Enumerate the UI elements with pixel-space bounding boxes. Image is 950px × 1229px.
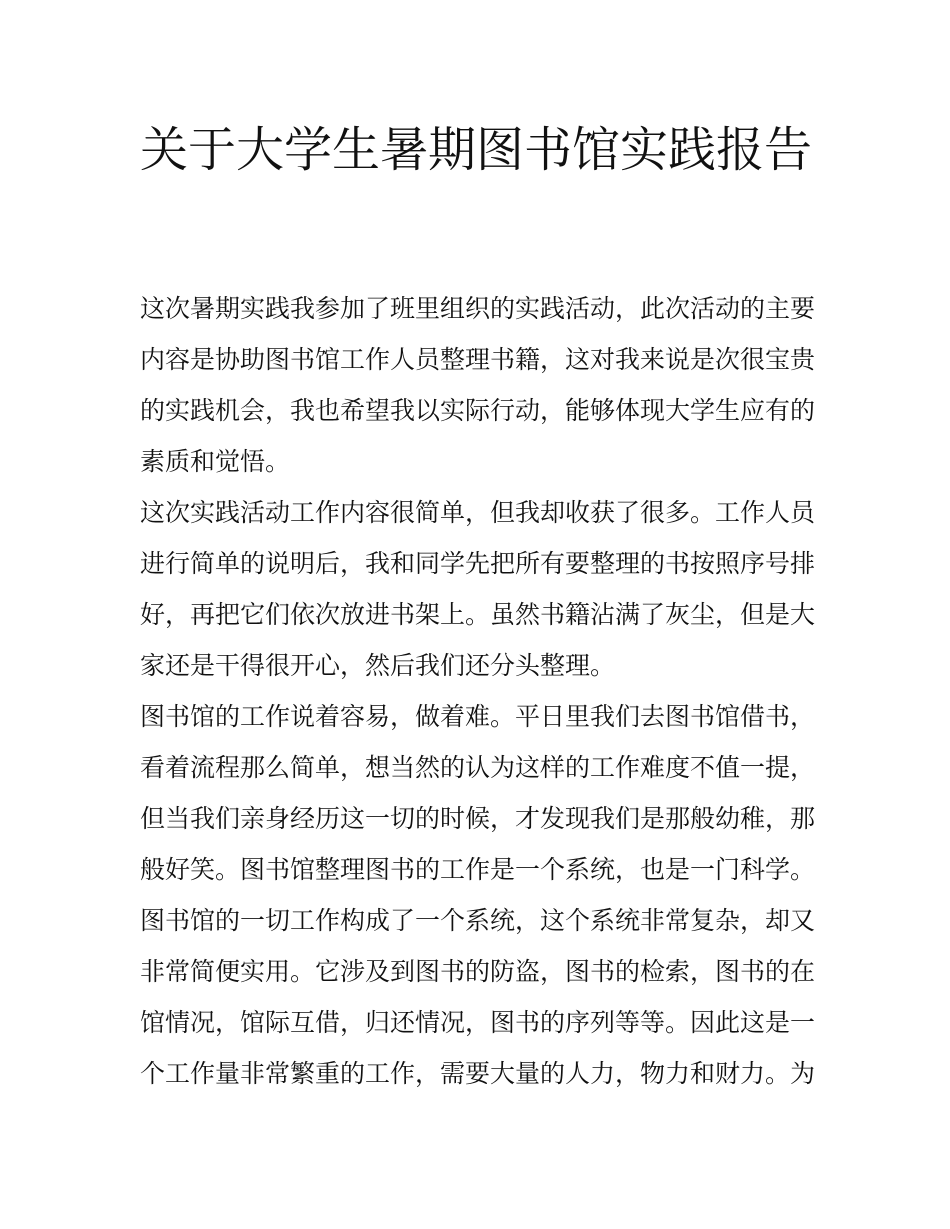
document-body bbox=[140, 283, 815, 1099]
paragraph-3: 图书馆的工作说着容易，做着难。平日里我们去图书馆借书，看着流程那么简单，想当然的认为这样的工作难度不值一提，但当我们亲身经历这一切的时候，才发现我们是那般幼稚，那般好笑。图书馆整理图书的工作是一个系统，也是一门科学。图书馆的一切工作构成了一个系统，这个系统非常复杂，却又非常简便实用。它涉及到图书的防盗，图书的检索，图书的在馆情况，馆际互借，归还情况，图书的序列等等。因此这是一个工作量非常繁重的工作，需要大量的人力，物力和财力。为 bbox=[140, 702, 816, 1088]
paragraph-1: 这次暑期实践我参加了班里组织的实践活动，此次活动的主要内容是协助图书馆工作人员整理书籍，这对我来说是次很宝贵的实践机会，我也希望我以实际行动，能够体现大学生应有的素质和觉悟。 bbox=[140, 294, 816, 476]
document-title: 关于大学生暑期图书馆实践报告 bbox=[140, 122, 813, 178]
paragraph-2: 这次实践活动工作内容很简单，但我却收获了很多。工作人员进行简单的说明后，我和同学先把所有要整理的书按照序号排好，再把它们依次放进书架上。虽然书籍沾满了灰尘，但是大家还是干得很开心，然后我们还分头整理。 bbox=[140, 498, 816, 680]
